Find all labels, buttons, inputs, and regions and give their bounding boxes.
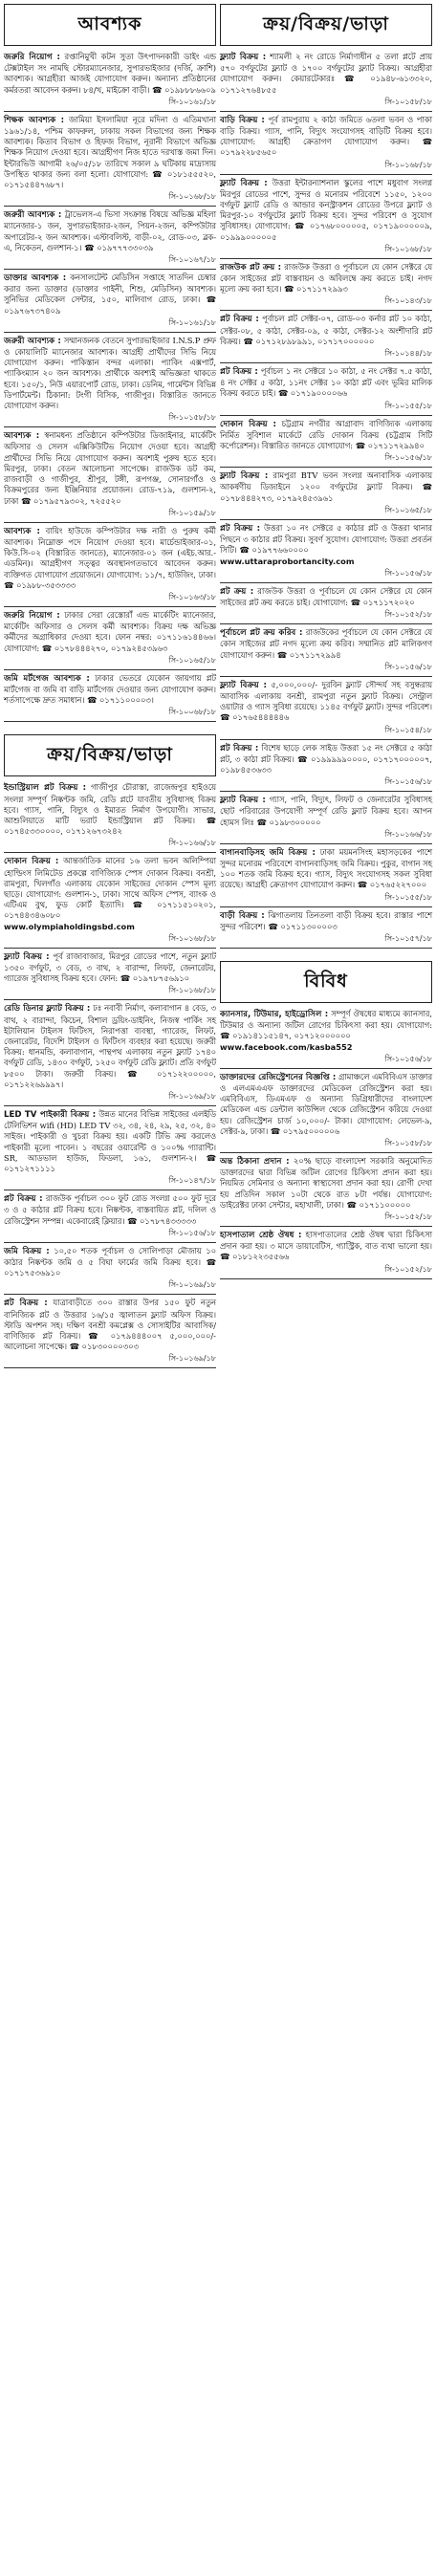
ad-heading: বাড়ি বিক্রয় : (220, 115, 265, 125)
ad-heading: প্লট বিক্রয় : (4, 1299, 48, 1309)
classified-ad (220, 419, 432, 452)
ad-body: ঢাকা ময়মনসিংহ মহাসড়কের পাশে সুন্দর মনোরম পরিবেশে বাগানবাড়িসহ জমি বিক্রয়। পুকুর, বাগান সহ ১০০ শতক জমি বিক্রয় হবে। গ্যাস, বিদ্যুৎ সংযোগসহ সকল সুবিধা রয়েছে। আগ্রহী ক্রেতাগণ যোগাযোগ করুন। ☎ ০১৭৬৫২২৭০০০ (220, 846, 432, 890)
classified-ad (220, 1072, 432, 1137)
ad-body: হাসপাতালের শ্রেষ্ঠ ঔষধ দ্বারা চিকিৎসা প্রদান করা হয়। ৩ মাসে ডায়াবেটিস, গ্যাস্ট্রিক, বাত ব্যথা ভালো হয়। ☎ ০১৮১২২৩৫৫৬৬ (220, 1230, 432, 1262)
ad-code: সি-১০১৪৭/১৮ (4, 1175, 216, 1190)
classified-ad (220, 470, 432, 504)
classified-ad (220, 680, 432, 724)
ad-heading: প্লট বিক্রয় : (220, 743, 259, 753)
ad-heading: প্লট ক্রয় : (220, 586, 254, 597)
ad-heading: প্লট বিক্রয় : (220, 367, 258, 378)
ad-heading: জরুরি নিয়োগ : (4, 610, 60, 621)
classified-ad (220, 743, 432, 776)
ad-heading: প্লট বিক্রয় : (4, 1194, 43, 1205)
left-column (4, 4, 216, 1371)
ad-code: সি-১০১৬৬/১৮ (220, 829, 432, 844)
ad-heading: হাসপাতাল শ্রেষ্ঠ ঔষধ : (220, 1231, 302, 1241)
ad-code: সি-১০১৬১/১৮ (4, 317, 216, 333)
ad-heading: ফ্ল্যাট বিক্রয় : (220, 680, 267, 690)
ad-code: সি-১০১৫৬/১৮ (220, 452, 432, 468)
classified-ad (220, 1230, 432, 1263)
ad-body: পূর্ব রাজাবাজার, মিরপুর রোডের পাশে, নতুন ফ্ল্যাট ১৩৫০ বর্গফুট, ৩ বেড, ৩ বাথ, ২ বারান্দা, লিফট, জেনারেটর, গ্যারেজ সুবিধাসহ বিক্রয় হবে। ফোন: ☎ ০১৯৭৮৭৫৬৯১০ (4, 950, 217, 984)
ad-code: সি-১০০৬৮/১৮ (4, 707, 216, 722)
ad-body: ট্রাভেলস-এ ভিসা সংক্রান্ত বিষয়ে অভিজ্ঞ মহিলা ম্যানেজার-১ জন, সুপারভাইজার-২জন, পিয়ন-২জন, কম্পিউটার অপারেটর-২ জন আবশ্যক। এস্টাবলিস্ট, বাড়ী-০২, রোড-০৩, ব্লক-এ, নিকেতন, গুলশান-১। ☎ ০১৯৭৭৭৩৩০৩৯ (4, 209, 216, 252)
ad-heading: বাড়ী বিক্রয় : (220, 910, 265, 921)
classified-ad (4, 782, 216, 837)
classified-ad (4, 1246, 216, 1279)
section-title: ক্রয়/বিক্রয়/ভাড়া (220, 4, 432, 46)
ad-code: সি-১০১৬৯/১৮ (4, 1091, 216, 1106)
ad-heading: আবশ্যক : (4, 526, 40, 536)
ad-heading: শিক্ষক আবশ্যক : (4, 115, 65, 125)
ad-heading: LED TV পাইকারী বিক্রয় : (4, 1110, 97, 1121)
ad-heading: ফ্ল্যাট বিক্রয় : (220, 796, 266, 806)
classified-ad (220, 523, 432, 567)
ad-heading: পূর্বাচলে প্লট ক্রয় করিব : (220, 628, 303, 639)
ad-website-link[interactable]: www.olympiaholdingsbd.com (4, 921, 135, 931)
ad-code: সি-১০১৫৮/১৮ (220, 97, 432, 112)
ad-body: রপ্তানিমুখী কটন সুতা উৎপাদনকারী ডাইং এন্ড টেক্সটাইল সং নামছি স্টোরম্যানেজার, সুপারভাইজার (দর্জি, ক্রাশি) আবশ্যক। আগ্রহীরা আজই যোগাযোগ করুন। অন্যান্য প্রতিষ্ঠানের কর্মরতরা আবেদন করুন। ৮৪/খ, মাইক্রো বাড়ী। ☎ ০১৯৮৮৮৬৬০৯ (4, 52, 216, 95)
ad-code: সি-১০১৫২/১৮ (220, 609, 432, 624)
ad-heading: জরুরী আবশ্যক : (4, 336, 61, 346)
classified-ad (220, 178, 432, 243)
ad-body: যাত্রাবাড়ীতে ৩০০ রাস্তার উপর ১৫০ ফুট নতুন বানিজ্যিক প্লট ও উত্তরার ১৬/১৫ জ্বালাতন ফ্ল্যাট অফিস বিক্রয়। স্টাডি অপশন সহ। দক্ষিণ বনশ্রী কমপ্লেক্স ও সোসাইটির আবাসিক/বাণিজ্যিক প্লট বিক্রয়। ☎ ০১৭৯৪৪৪০০৭ ৫,০০০,০০০/- আলোচনা সাপেক্ষে। ☎ ০১৮৩০০০০৩০৩ (4, 1298, 217, 1352)
ad-body: ৫,০০০,০০০/- দুরবিন ফ্ল্যাট সৌন্দর্য সহ বসুন্ধরায় আবাসিক এলাকায় বনশ্রী, রামপুরা নতুন ফ্ল্যাট বিক্রয়। সেন্ট্রাল ওয়াটার ও গ্যাস সুবিধা রয়েছে। ১১৪৫ বর্গফুট ফ্ল্যাট। সুন্দর পরিবেশ। ☎ ০১৭৬৫৪৪৪৪৪৬ (220, 679, 433, 723)
classified-ad (4, 673, 216, 707)
ad-code: সি-১০১৪৩/১৮ (220, 295, 432, 311)
ad-heading: জরুরি নিয়োগ : (4, 53, 60, 62)
ad-code: সি-১০১৬১/১৮ (4, 97, 216, 112)
ad-heading: ফ্ল্যাট বিক্রয় : (4, 951, 50, 962)
ad-code: সি-১০১৫৭/১৮ (220, 933, 432, 949)
classified-ad (4, 336, 216, 411)
right-column (220, 4, 432, 1282)
ad-heading: জমি মর্টগেজ আবশ্যক : (4, 673, 90, 684)
ad-body: ঢঃ নবাবী নির্মাণ, কলাবাগান ৪ বেড, ৩ বাথ, ২ বারান্দা, কিচেন, বিশাল ড্রয়িং-ডাইনিং, নিজস্ব পার্কিং সহ ইটালিয়ান টাইলস ফিটিংস, নিরাপত্তা ব্যবস্থা, গ্যারেজ, লিফট, জেনারেটর, বিদেশি টাইলস ও ফিটিংস ব্যবহার করা হয়েছে। জরুরী বিক্রয়: ধানমন্ডি, কলাবাগান, পান্থপথ এলাকায় নতুন ফ্ল্যাট ১৭৪০ বর্গফুট রেডি, ১৪৩০ বর্গফুট, ১২৫০ বর্গফুট রেডি ফ্ল্যাট। প্রতি বর্গফুট ৮৫০০ টাকা। জরুরী বিক্রয়। ☎ ০১৭১২২০০০০০, ০১৭১২২৬৯৯৯৭। (4, 1003, 217, 1089)
section-title: ক্রয়/বিক্রয়/ভাড়া (4, 734, 216, 776)
ad-heading: রাজউক প্লট ক্রয় : (220, 262, 282, 273)
ad-body: উত্তরা ইন্টারন্যাশনাল স্কুলের পাশে মধুবাগ সংলগ্ন মিরপুর রোডের পাশে, সুন্দর ও মনোরম পরিবেশে ১১৫০, ১২০০ বর্গফুট ফ্ল্যাট রেডি ও আন্ডার কনস্ট্রাকশন রোডের উপরে ফ্ল্যাট ও মিরপুর-১০ বর্গফুটের ফ্ল্যাট বিক্রয় হবে। সুন্দর পরিবেশ ও সুযোগ সুবিধাসহ। যোগাযোগ: ☎ ০১৭৬৮০০০০০৫, ০১৭১৯০০০০০৯, ০১৯৯৯০০০০০৫ (220, 177, 433, 242)
ad-website-link[interactable]: www.uttaraprobortancity.com (220, 556, 355, 566)
ad-body: উত্তরা ১০ নং সেক্টরে ৫ কাঠার প্লট ও উত্তরা থানার পিছনে ৩ কাঠার প্লট বিক্রয়। সুবর্ণ সুযোগ। যোগাযোগ: উত্তরা প্রবর্তন সিটি। ☎ ০১৯৭৭৬৬০০০০ (220, 522, 432, 556)
ad-code: সি-১০১৫২/১৮ (220, 1264, 432, 1279)
classified-ad (220, 366, 432, 400)
section-gap (4, 725, 216, 734)
classified-ad (220, 1009, 432, 1053)
ad-code: সি-১০১৫৮/১৮ (4, 412, 216, 427)
ad-body: পূর্ব রামপুরায় ২ কাঠা জমিতে ৬তলা ভবন ও পাকা বাড়ি বিক্রয়। গ্যাস, পানি, বিদ্যুৎ সংযোগসহ বাড়িটি বিক্রয় হবে। যোগাযোগ: আগ্রহী ক্রেতাগণ যোগাযোগ করুন। ☎ ০১৭৯২২৮৫৬৫০ (220, 114, 433, 158)
ad-body: পূর্বাচল ১ নং সেক্টরে ১০ কাঠা, ৫ নং সেক্টর ৭.৫ কাঠা, ৪ নং সেক্টর ৫ কাঠা, ১১নং সেক্টর ১০ কাঠা প্লট এবং ভূমির মালিক বিক্রয় করতে চাই। ☎ ০১৭১৯০০০০৬৬ (220, 366, 432, 399)
ad-body: ২০% ছাড়ে বাংলাদেশ সরকারি অনুমোদিত ডাক্তারদের দ্বারা বিভিন্ন জটিল রোগের চিকিৎসা প্রদান করা হয়। নিয়মিত সেমিনার ও অন্যান্য স্বাস্থ্যসেবা প্রদান করা হয়। রোগী দেখা হয় প্রতিদিন সকাল ১০টা থেকে রাত ৮টা পর্যন্ত। যোগাযোগ: ডাইরেক্টর ঢাকা সেন্টার, মহাখালী, ঢাকা। ☎ ০১৭১১০০০০০ (220, 1156, 432, 1210)
ad-body: চট্টগ্রাম নগরীর আগ্রাবাদ বাণিজ্যিক এলাকায় নির্মিত সুবিশাল মার্কেটে রেডি দোকান বিক্রয় (চট্টগ্রাম সিটি কর্পোরেশন)। বিস্তারিত জানতে যোগাযোগ: ☎ ০১৭১১৭২৯৯৪০ (220, 418, 433, 451)
ad-heading: অন্ত ঠিকানা প্রদান : (220, 1157, 290, 1167)
ad-body: স্বনামধন্য প্রতিষ্ঠানে কম্পিউটার ডিজাইনার, মার্কেটিং অফিসার ও সেলস এক্সিকিউটিভ নিয়োগ দেওয়া হবে। আগ্রহী প্রার্থীদের সিভি নিয়ে যোগাযোগ করুন। অবশ্যই পুরুষ হতে হবে। মিরপুর, ঢাকা। বেতন আলোচনা সাপেক্ষে। রাজউক ডট কম, রাজবাড়ী ও গাজীপুর, শ্রীপুর, টঙ্গী, রূপগঞ্জ, সোনারগাঁও ও বিক্রমপুরের জন্য ইঞ্জিনিয়ার প্রয়োজন। রোড-৭১৯, গুলশান-২, ঢাকা ☎ ০১৭৯৫৭৯৩০২, ৭২৫৫২০ (4, 430, 216, 506)
ad-code: সি-১০১৬৮/১৮ (4, 191, 216, 207)
classified-ad (4, 209, 216, 253)
classified-ad (220, 314, 432, 347)
ad-heading: দোকান বিক্রয় : (4, 857, 59, 867)
ad-website-link[interactable]: www.facebook.com/kasba552 (220, 1041, 353, 1052)
ad-code: সি-১০১৪৪/১৮ (220, 348, 432, 363)
classified-ad (4, 1193, 216, 1227)
ad-body: সম্মানজনক বেতনে সুপারভাইজার I.N.S.P প্রুফ ও কোয়ালিটি ম্যানেজার আবশ্যক। আগ্রহী প্রার্থীদের সিভি নিয়ে যোগাযোগ করুন। পাকিস্তান বন্দর এলাকা। প্যাকিং এক্সপার্ট, প্যাকিংম্যান ২০ জন আবশ্যক। প্রার্থীকে অবশ্যই অভিজ্ঞতা থাকতে হবে। ১৫০/১, নিউ এয়ারপোর্ট রোড, ঢাকা। ডেনিম, গার্মেন্টস বিভিন্ন ডিপার্টমেন্ট। ঠিকানা: টংগী বিসিক, গাজীপুর। বিস্তারিত জানতে যোগাযোগ করুন। (4, 335, 216, 411)
ad-code: সি-১০১৫৯/১৮ (4, 508, 216, 523)
classified-ad (4, 430, 216, 506)
ad-code: সি-১০১৬৭/১৮ (4, 254, 216, 270)
ad-body: রাজউক পূর্বাচল ৩০০ ফুট রোড সংলগ্ন ৫০০ ফুট দূরে ৩ ও ৫ কাঠার প্লট বিক্রয় হবে। নিষ্কণ্টক, বাস্তবায়িত প্লট, দলিল ও রেজিস্ট্রেশন সম্পন্ন। একেবারেই ক্লিয়ার। ☎ ০১৭৮৭৪৩৩৩৩৩ (4, 1193, 216, 1226)
classified-ad (4, 1298, 216, 1352)
ad-heading: বাগানবাড়িসহ জমি বিক্রয় : (220, 847, 316, 858)
classified-ad (4, 1109, 216, 1174)
ad-body: রাজউক উত্তরা ও পূর্বাচলে যে কোন সেক্টরে যে কোন সাইজের প্লট ক্রয় করতে চাই। যোগাযোগ: ☎ ০১৭১১৭২০২০ (220, 585, 432, 607)
ad-body: ঢাকার সেরা রেস্তোরাঁ এন্ড মার্কেটিং ম্যানেজার, মার্কেটিং অফিসার ও সেলস কর্মী আবশ্যক। বিক্রয় দক্ষ অভিজ্ঞ কর্মীদের অগ্রাধিকার দেওয়া হবে। ফোন নম্বর: ০১৭১১৬১৪৪৬৬। যোগাযোগ: ☎ ০১৭৮৪৪৪২৭০, ০১৭৯২৪৫৩৯৬৩ (4, 609, 216, 653)
section-gap (220, 951, 432, 961)
ad-code: সি-১০১৫৬/১৮ (220, 776, 432, 792)
ad-body: ঢাকার ভেতরে যেকোন জায়গায় প্লট মার্টগেজ বা জমি বা বাড়ি মার্টগেজ দেওয়ার জন্য যোগাযোগ করুন। শর্তসাপেক্ষে দ্রুত সমাধান। ☎ ০১৭১১০০০০৩। (4, 672, 216, 706)
ad-heading: ফ্ল্যাট বিক্রয় : (220, 178, 268, 188)
classified-ad (220, 847, 432, 891)
ad-code: সি-১০১৫৪/১৮ (220, 725, 432, 740)
ad-body: রাজউকের পূর্বাচলে যে কোন সেক্টরে যে কোন সাইজের প্লট নগদ মূল্যে ক্রয় করিব। সম্মানিত প্লট মালিকগণ যোগাযোগ করুন। ☎ ০১৭১১৭২৯৯৪ (220, 627, 432, 660)
classified-ad (220, 262, 432, 295)
section-title: বিবিধ (220, 961, 432, 1003)
ad-code: সি-১০১৬৮/১৮ (220, 244, 432, 259)
ad-code: সি-১০১৫৬/১৮ (220, 568, 432, 583)
classified-ad (4, 1003, 216, 1090)
ad-code: সি-১০১৫৫/১৮ (220, 892, 432, 907)
ad-body: কনসালটেন্ট মেডিসিন সপ্তাহে সাতদিন চেম্বার করার জন্য ডাক্তার (ডাক্তার গাইনী, শিশু, মেডিসিন) আবশ্যক। সুনিভির মেডিকেল সেন্টার, ১৫০, মালিবাগ রোড, ঢাকা। ☎ ০১৯৭৬৭৩৭৪০৯ (4, 273, 216, 316)
ad-body: রামপুরা BTV ভবন সংলগ্ন অনাবাসিক এলাকায় আকর্ষণীয় ডিজাইনে ১২০০ বর্গফুটের ফ্ল্যাট বিক্রয়। ☎ ০১৭৮৪৪৪২৭৩, ০১৭৯২৪৫৩৯৬১ (220, 470, 432, 503)
ad-body: আন্তর্জাতিক মানের ১৬ তলা ভবন অলিম্পিয়া হোল্ডিংস লিমিটেড প্রকল্পে বাণিজ্যিক স্পেস দোকান বিক্রয়। বনশ্রী, রামপুরা, খিলগাঁও এলাকায় যেকোন সাইজের দোকান স্পেস মূল্য ছাড়ে। যোগাযোগ: গুলশান-১, ঢাকা। সাথে অফিস স্পেস, ব্যাংক ও এটিএম বুথ, ফুড কোর্ট ইত্যাদি। ☎ ০১৭১১৫১০২০১, ০১৭৪৪৩৪৬০৮০ (4, 856, 216, 921)
classified-ad (220, 795, 432, 828)
classified-ad (220, 910, 432, 932)
section-title: আবশ্যক (4, 4, 216, 46)
ad-heading: প্লট বিক্রয় : (220, 523, 261, 534)
ad-code: সি-১০১৬৮/১৮ (4, 933, 216, 949)
ad-code: সি-১০১৫৮/১৮ (220, 1138, 432, 1153)
ad-body: গ্যাস, পানি, বিদ্যুৎ, লিফট ও জেনারেটর সুবিধাসহ ছোট পরিবারের উপযোগী সম্পূর্ণ রেডি ফ্ল্যাট বিক্রয় হবে। আপন হোমস লিঃ ☎ ০১৯৮৩০০০০০ (220, 795, 432, 827)
ad-heading: ফ্ল্যাট বিক্রয় : (220, 471, 269, 482)
ad-body: জামিয়া ইসলামিয়া নূরে মদিনা ও এতিমখানা ১৯৬১/১৪, পশ্চিম কাফরুল, ঢাকায় সকল বিভাগের জন্য শিক্ষক আবশ্যক। কিতাব বিভাগ ও হিফজ বিভাগ, নূরানী বিভাগে অভিজ্ঞ শিক্ষক নিয়োগ দেওয়া হবে। আগ্রহীগণ নিজ হাতে দরখাস্ত জমা দিন। ইন্টারভিউ আগামী ২৬/০৫/১৮ তারিখে সকাল ৯ ঘটিকায় মাদ্রাসায় উপস্থিত থাকার জন্য বলা হলো। যোগাযোগ: ☎ ০১৮১৫৫৫২০, ০১৭১৫৪৪৭৬৮৭। (4, 114, 217, 190)
ad-body: গ্রামাঞ্চলে এমবিবিএস ডাক্তার ও এলএমএএফ ডাক্তারদের মেডিকেল রেজিস্ট্রেশন করা হয়। এমবিবিএস, ডিএমএফ ও অন্যান্য ডিগ্রিধারীদের বাংলাদেশ মেডিকেল এন্ড ডেন্টাল কাউন্সিল থেকে রেজিস্ট্রেশন করিয়ে দেওয়া হয়। রেজিস্ট্রেশন চার্জ ১০,০০০/- টাকা। যোগাযোগ: লেভেল-৯, সেক্টর-৯, ঢাকা। ☎ ০১৭৯৫০০০০০৬ (220, 1071, 433, 1136)
ad-code: সি-১০১৫৬/১৮ (220, 1054, 432, 1069)
classified-ad (220, 1156, 432, 1211)
ad-body: বিশেষ ছাড়ে লেক সাইড উত্তরা ১৫ নং সেক্টরে ৫ কাঠা প্লট, ৩ কাঠা প্লট বিক্রয়। ☎ ০১৯৯৯৯৯০০০০, ০১৭১৭০০০০০৭, ০১৯৮৪৫৩৬৩৩ (220, 742, 433, 775)
ad-code: সি-১০১৬৩/১৮ (4, 592, 216, 607)
classified-ad (4, 115, 216, 190)
ad-code: সি-১০১৫৬/১৮ (4, 1228, 216, 1243)
ad-heading: ফ্ল্যাট বিক্রয় : (220, 53, 267, 62)
classified-ad (4, 52, 216, 96)
ad-code: সি-১০১৬৮/১৮ (4, 985, 216, 1000)
ad-heading: রেডি ডিনার ফ্ল্যাট বিক্রয় : (4, 1004, 91, 1015)
ad-heading: ইন্ডাস্ট্রিয়াল প্লট বিক্রয় : (4, 783, 87, 794)
classified-ad (220, 586, 432, 608)
ad-body: বায়িং হাউজে কম্পিউটার দক্ষ নারী ও পুরুষ কর্মী আবশ্যক। নিম্নোক্ত পদে নিয়োগ দেওয়া হবে। মার্চেন্ডাইজার-০১, কিউ.সি-০২ (বিস্তারিত জানতে), ম্যানেজার-০১ জন (এইচ.আর.-এডমিন)। আগ্রহীগণ সত্ত্বর অবস্থানগতভাবে আবেদন করুন। ব্যক্তিগত যোগাযোগ প্রয়োজনে। যোগাযোগ: ১১/৭, হাউজিং, ঢাকা। ☎ ০১৯৮৮-৩৫৩৩৩৩ (4, 525, 217, 590)
ad-code: সি-১০১৬৫/১৮ (220, 505, 432, 520)
ad-heading: প্লট বিক্রয় : (220, 315, 259, 325)
ad-body: ১০,৫০ শতক পূর্বাচল ও সোলিপাড়া মৌজায় ১০ কাঠার নিষ্কণ্টক জমি ও ৫ বিঘা ফার্মের জমি বিক্রয় হবে। ☎ ০১৭১৭৫৩৬৯১০ (4, 1245, 216, 1278)
classified-ad (4, 856, 216, 931)
classified-ad (4, 526, 216, 591)
ad-heading: জমি বিক্রয় : (4, 1246, 50, 1256)
ad-heading: ক্যানসার, টিউমার, হাইড্রোসিল : (220, 1009, 329, 1019)
ad-code: সি-১০১৫২/১৮ (220, 1212, 432, 1227)
ad-code: সি-১০১৫৬/১৮ (220, 662, 432, 677)
ad-body: সম্পূর্ণ ঔষধের মাধ্যমে ক্যানসার, টিউমার ও অন্যান্য জটিল রোগের চিকিৎসা করা হয়। যোগাযোগ: ☎ ০১৯১৪১১৫১৪৭, ০১৭১২০০০০০০ (220, 1008, 432, 1041)
ad-body: পূর্বাচল প্লট সেক্টর-০৭, রোড-০৩ কর্নার প্লট ১০ কাঠা, সেক্টর-০৮, ৫ কাঠা, সেক্টর-০৯, ৫ কাঠা, সেক্টর-১২ অংশীদারি প্লট বিক্রয়। ☎ ০১৭১২৮৯৮৯৯১, ০১৭১৭০০০০০০ (220, 314, 432, 346)
ad-body: শ্যামলী ২ নং রোডে নির্মাণাধীন ৫ তলা প্লটে প্রায় ৫৭০ বর্গফুটের ফ্ল্যাট ও ১৭০০ বর্গফুটের ফ্ল্যাট বিক্রয়। আগ্রহীরা যোগাযোগ করুন। কেয়ারটেকারঃ ☎ ০১৯৪৮-৬১৩৩২০, ০১৭১২৭৬৪৮৫৫ (220, 52, 432, 95)
ad-code: সি-১০১৬৬/১৮ (4, 838, 216, 853)
classified-ad (220, 115, 432, 159)
classified-ad (220, 627, 432, 661)
ad-code: সি-১০১৬৯/১৮ (4, 1279, 216, 1295)
ad-code: সি-১০১৫৫/১৮ (220, 401, 432, 416)
classified-ad (220, 52, 432, 96)
ad-heading: জরুরী আবশ্যক : (4, 210, 62, 221)
classified-ad (4, 610, 216, 654)
ad-body: গাজীপুর চৌরাস্তা, রাজেন্দ্রপুর হাইওয়ে সংলগ্ন সম্পূর্ণ নিষ্কণ্টক জমি, রেডি প্লটে যাবতীয় সুবিধাসহ বিক্রয় হবে। গ্যাস, পানি, বিদ্যুৎ ও ইমারত নির্মাণ উপযোগী। সাভার, আশুলিয়াতে মাটি ভরাট ইন্ডাস্ট্রিয়াল প্লট বিক্রয়। ☎ ০১৭৪৫৩৩০০০০, ০১৭১২৬৭৩২৪২ (4, 782, 216, 837)
ad-body: উন্নত মানের বিভিন্ন সাইজের এলইডি টেলিভিশন wifi (HD) LED TV ৩২, ৩৪, ২৪, ২৯, ২৫, ৩২, ৪০ সাইজ। পাইকারী ও খুচরা বিক্রয় হয়। একটি টিভি ক্রয় করলেও পাইকারী মূল্যে পাবেন। ১ বছরের ওয়ারেন্টি ও ১০০% গ্যারান্টি। SR, আডভাল হাউজ, ফিডলা, ১৬১, গুলশান-২। ☎ ০১৭১২৭১১১১ (4, 1109, 216, 1174)
ad-code: সি-১০১৬৫/১৮ (4, 655, 216, 670)
ad-code: সি-১০১৬৮/১৮ (220, 160, 432, 175)
ad-body: ঝিগাতলায় তিনতলা বাড়ী বিক্রয় হবে। রাস্তার পাশে সুন্দর পরিবেশ। ☎ ০১৭১১৩০০০০৩ (220, 909, 432, 931)
ad-body: রাজউক উত্তরা ও পূর্বাচলে যে কোন সেক্টরে যে কোন সাইজের প্লট বাস্তবায়ন ও অবিলম্বে ক্রয় করতে চাই। নগদ মূল্যে ক্রয় করা হবে। ☎ ০১৭১১৭২৯৯৩ (220, 261, 432, 295)
ad-heading: আবশ্যক : (4, 431, 40, 442)
classified-ad (4, 273, 216, 317)
ad-heading: দোকান বিক্রয় : (220, 419, 276, 429)
ad-heading: ডাক্তার আবশ্যক : (4, 273, 67, 284)
classified-ad (4, 951, 216, 985)
ad-code: সি-১০১৬৯/১৮ (4, 1353, 216, 1368)
ad-heading: ডাক্তারদের রেজিস্ট্রেশনের বিজ্ঞপ্তি : (220, 1072, 337, 1082)
